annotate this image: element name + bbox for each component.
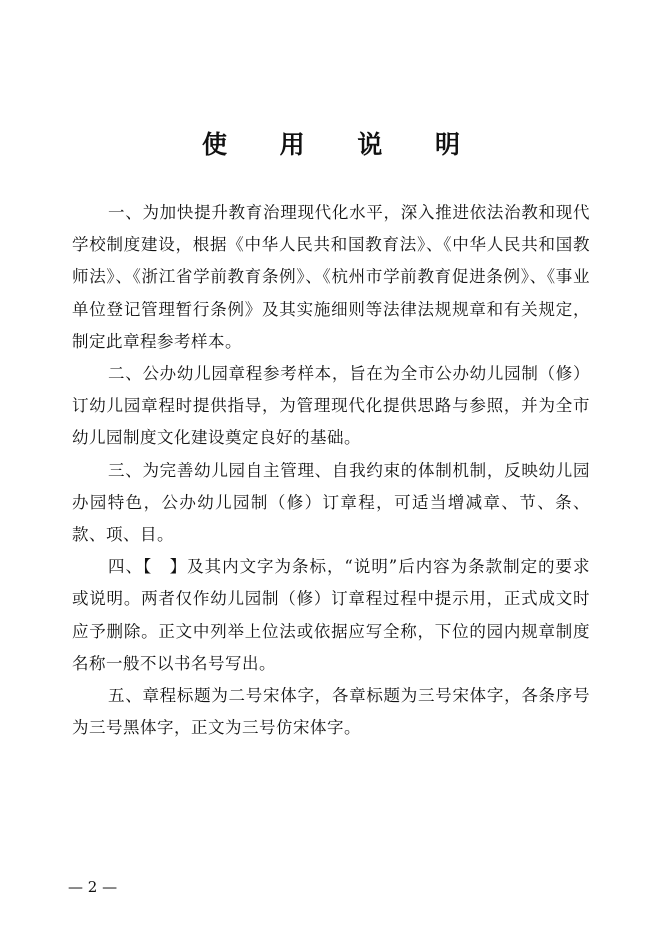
document-body [72,197,590,744]
page-number: — 2 — [68,878,118,896]
page-title: 使 用 说 明 [201,130,483,159]
paragraph-5: 五、章程标题为二号宋体字，各章标题为三号宋体字，各条序号为三号黑体字，正文为三号仿宋体字。 [72,686,590,738]
paragraph-1: 一、为加快提升教育治理现代化水平，深入推进依法治教和现代学校制度建设，根据《中华人民共和国教育法》、《中华人民共和国教师法》、《浙江省学前教育条例》、《杭州市学前教育促进条例》、《事业单位登记管理暂行条例》及其实施细则等法律法规规章和有关规定，制定此章程参考样本。 [72,203,590,351]
paragraph-3: 三、为完善幼儿园自主管理、自我约束的体制机制，反映幼儿园办园特色，公办幼儿园制（修）订章程，可适当增减章、节、条、款、项、目。 [72,460,590,545]
paragraph-2: 二、公办幼儿园章程参考样本，旨在为全市公办幼儿园制（修）订幼儿园章程时提供指导，为管理现代化提供思路与参照，并为全市幼儿园制度文化建设奠定良好的基础。 [72,364,590,448]
paragraph-4: 四、【 】及其内文字为条标，“说明”后内容为条款制定的要求或说明。两者仅作幼儿园制（修）订章程过程中提示用，正式成文时应予删除。正文中列举上位法或依据应写全称，下位的园内规章制度名称一般不以书名号写出。 [72,557,590,673]
